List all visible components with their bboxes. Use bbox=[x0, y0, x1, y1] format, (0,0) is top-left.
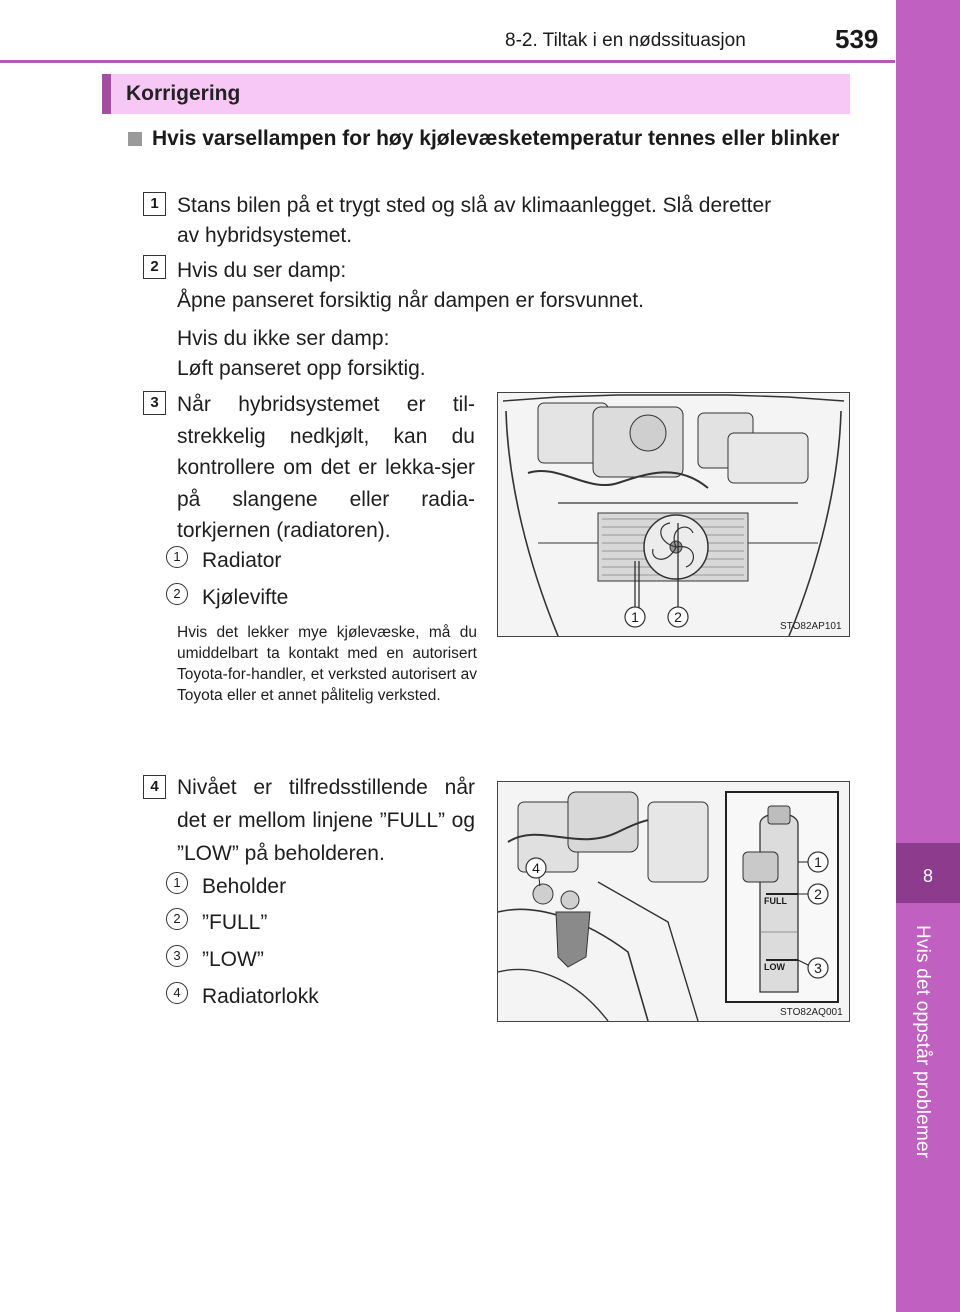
figure-callout-2: 2 bbox=[814, 886, 822, 902]
legend-label-full: ”FULL” bbox=[202, 911, 268, 934]
banner-title: Korrigering bbox=[126, 82, 241, 105]
banner-accent-bar bbox=[102, 74, 111, 114]
legend-number: 3 bbox=[166, 945, 188, 967]
legend-label-fan: Kjølevifte bbox=[202, 586, 289, 609]
legend-number: 1 bbox=[166, 546, 188, 568]
step-2-line-1: Hvis du ser damp: bbox=[177, 259, 347, 282]
figure-code: STO82AQ001 bbox=[780, 1007, 843, 1018]
step-number-4: 4 bbox=[143, 775, 166, 799]
chapter-number: 8 bbox=[922, 866, 933, 886]
figure-callout-1: 1 bbox=[814, 854, 822, 870]
step-2-line-4: Løft panseret opp forsiktig. bbox=[177, 357, 426, 380]
section-banner bbox=[102, 74, 850, 114]
legend-label-radiator-cap: Radiatorlokk bbox=[202, 985, 319, 1008]
step-1-line-2: av hybridsystemet. bbox=[177, 224, 353, 247]
figure-engine-bay bbox=[497, 392, 850, 637]
heading-bullet-icon bbox=[128, 132, 142, 146]
step-4-text: Nivået er tilfredsstillende når det er mellom linjene ”FULL” og ”LOW” på beholderen. bbox=[177, 776, 475, 865]
step-number-3: 3 bbox=[143, 391, 166, 415]
section-heading: Hvis varsellampen for høy kjølevæsketemperatur tennes eller blinker bbox=[152, 127, 840, 150]
header-rule bbox=[0, 60, 895, 63]
legend-label-radiator: Radiator bbox=[202, 549, 282, 572]
figure-callout-3: 3 bbox=[814, 960, 822, 976]
tank-full-mark: FULL bbox=[764, 896, 787, 906]
figure-callout-1: 1 bbox=[631, 609, 639, 625]
legend-number: 1 bbox=[166, 872, 188, 894]
chapter-side-tab bbox=[896, 0, 960, 1312]
legend-label-reservoir: Beholder bbox=[202, 875, 287, 898]
legend-number: 2 bbox=[166, 908, 188, 930]
leak-note: Hvis det lekker mye kjølevæske, må du umiddelbart ta kontakt med en autorisert Toyota-for-handler, et verksted autorisert av Toyota eller et annet pålitelig verksted. bbox=[177, 624, 477, 704]
legend-number: 2 bbox=[166, 583, 188, 605]
tank-low-mark: LOW bbox=[764, 962, 785, 972]
legend-number: 4 bbox=[166, 982, 188, 1004]
step-number-1: 1 bbox=[143, 192, 166, 216]
step-3-text: Når hybridsystemet er til-strekkelig nedkjølt, kan du kontrollere om det er lekka-sjer på slangene eller radia-torkjernen (radiatoren). bbox=[177, 393, 475, 542]
step-2-line-2: Åpne panseret forsiktig når dampen er forsvunnet. bbox=[177, 289, 644, 312]
figure-coolant-reservoir bbox=[497, 781, 850, 1022]
coolant-reservoir-illustration bbox=[498, 782, 849, 1021]
legend-label-low: ”LOW” bbox=[202, 948, 264, 971]
step-1-line-1: Stans bilen på et trygt sted og slå av klimaanlegget. Slå deretter bbox=[177, 194, 772, 217]
figure-code: STO82AP101 bbox=[780, 621, 842, 632]
page-number: 539 bbox=[835, 24, 879, 54]
figure-callout-4: 4 bbox=[532, 860, 540, 876]
engine-bay-illustration bbox=[498, 393, 849, 636]
section-title: 8-2. Tiltak i en nødssituasjon bbox=[505, 30, 746, 51]
step-number-2: 2 bbox=[143, 255, 166, 279]
step-2-line-3: Hvis du ikke ser damp: bbox=[177, 327, 390, 350]
page-header bbox=[0, 0, 895, 58]
figure-callout-2: 2 bbox=[674, 609, 682, 625]
chapter-title: Hvis det oppstår problemer bbox=[912, 925, 933, 1159]
